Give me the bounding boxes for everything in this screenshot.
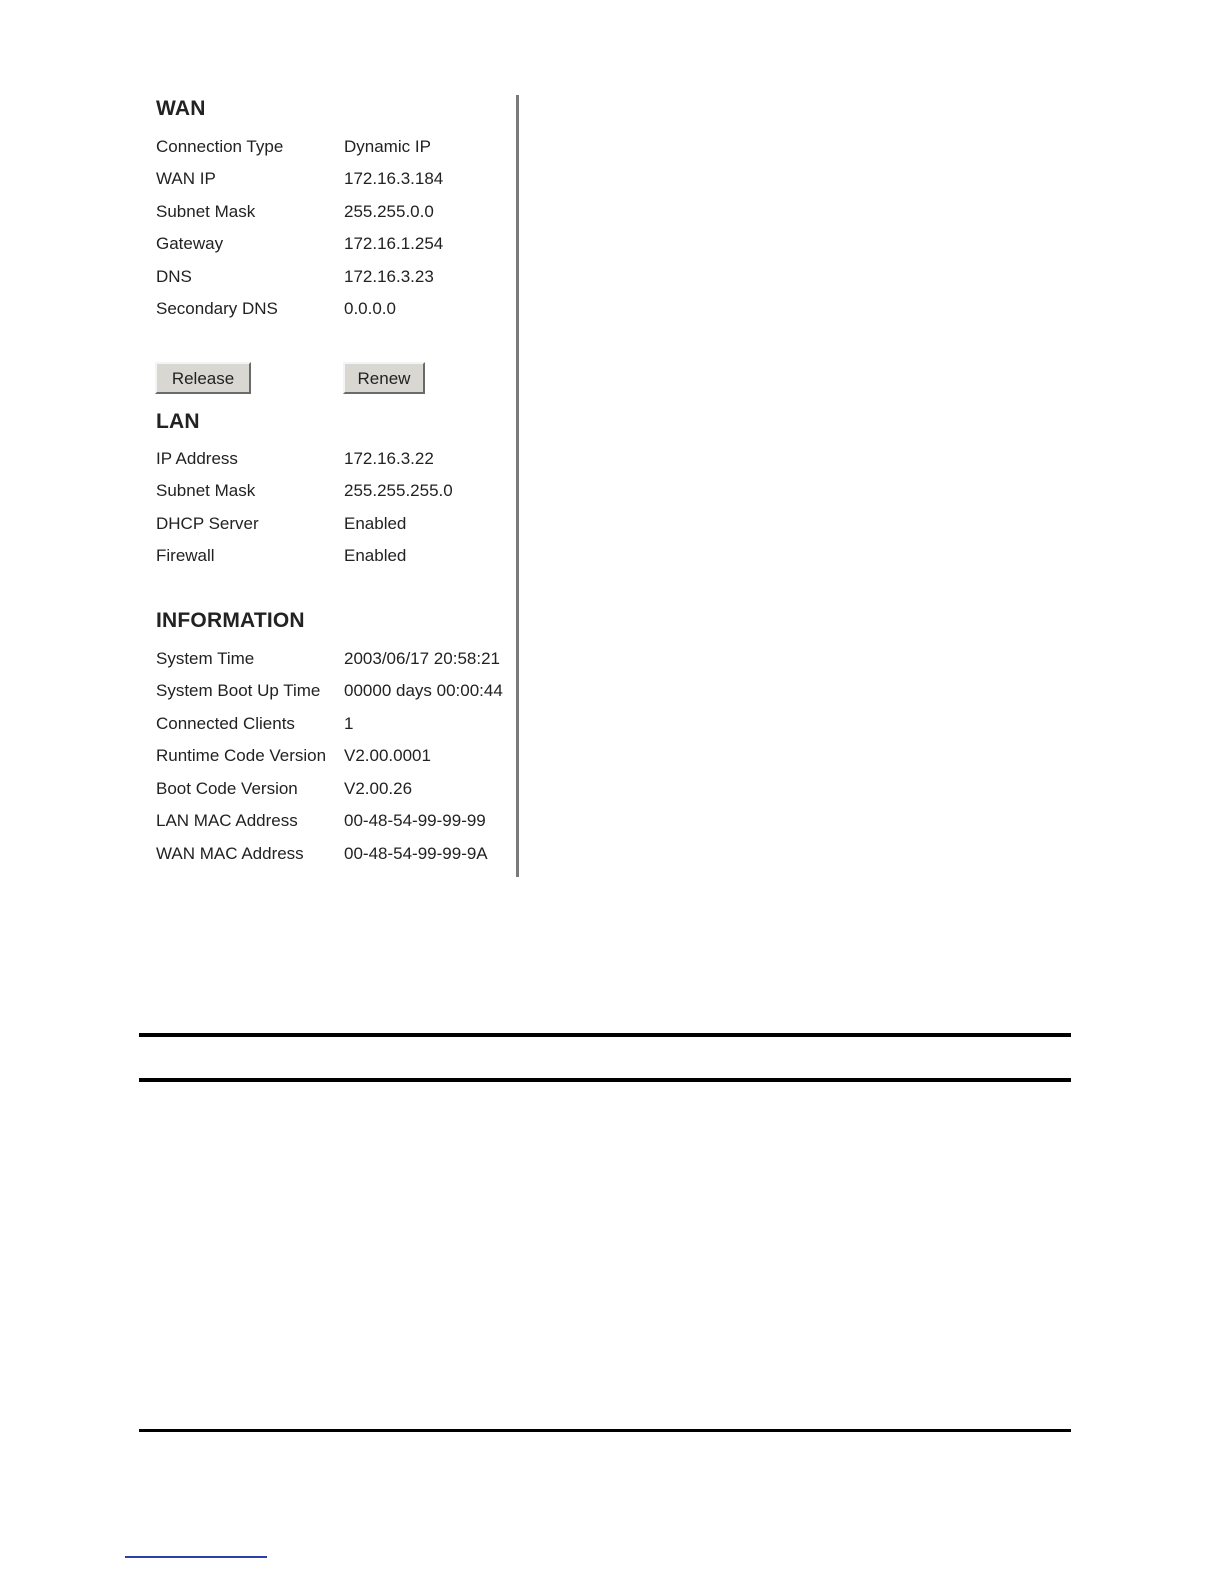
lan-row-subnet-mask: [156, 481, 516, 511]
panel-right-border: [516, 95, 519, 877]
wan-value: 255.255.0.0: [344, 202, 434, 221]
wan-label: Secondary DNS: [156, 299, 278, 318]
information-section-title: INFORMATION: [156, 609, 305, 632]
lan-value: Enabled: [344, 514, 407, 533]
footnote-rule: [125, 1556, 267, 1558]
wan-label: DNS: [156, 267, 192, 286]
info-label: Connected Clients: [156, 714, 295, 733]
info-row-lan-mac: [156, 811, 516, 841]
wan-value: 0.0.0.0: [344, 299, 396, 318]
wan-row-subnet-mask: [156, 202, 516, 232]
lan-value: Enabled: [344, 546, 407, 565]
lan-label: DHCP Server: [156, 514, 259, 533]
horizontal-rule-bottom: [139, 1429, 1071, 1432]
wan-row-wan-ip: [156, 169, 516, 199]
wan-row-gateway: [156, 234, 516, 264]
info-label: Runtime Code Version: [156, 746, 327, 765]
wan-row-dns: [156, 267, 516, 297]
info-row-connected-clients: [156, 714, 516, 744]
info-label: WAN MAC Address: [156, 844, 304, 863]
lan-section-title: LAN: [156, 410, 200, 433]
wan-row-connection-type: [156, 137, 516, 167]
info-label: System Time: [156, 649, 255, 668]
wan-label: Subnet Mask: [156, 202, 256, 221]
horizontal-rule-middle: [139, 1078, 1071, 1082]
info-row-wan-mac: [156, 844, 516, 874]
wan-value: 172.16.3.184: [344, 169, 444, 188]
renew-button[interactable]: Renew: [343, 362, 425, 394]
release-button[interactable]: Release: [155, 362, 251, 394]
info-value: 1: [344, 714, 354, 733]
lan-row-dhcp-server: [156, 514, 516, 544]
status-panel: [146, 95, 516, 877]
lan-value: 255.255.255.0: [344, 481, 453, 500]
wan-label: Gateway: [156, 234, 224, 253]
info-row-boot-code-version: [156, 779, 516, 809]
info-value: 00000 days 00:00:44: [344, 681, 503, 700]
info-value: 2003/06/17 20:58:21: [344, 649, 500, 668]
wan-label: Connection Type: [156, 137, 284, 156]
info-value: 00-48-54-99-99-99: [344, 811, 486, 830]
info-row-runtime-code-version: [156, 746, 516, 776]
wan-row-secondary-dns: [156, 299, 516, 329]
info-label: System Boot Up Time: [156, 681, 321, 700]
info-value: V2.00.26: [344, 779, 413, 798]
lan-row-firewall: [156, 546, 516, 576]
lan-label: Firewall: [156, 546, 215, 565]
lan-row-ip-address: [156, 449, 516, 479]
info-value: 00-48-54-99-99-9A: [344, 844, 488, 863]
lan-label: Subnet Mask: [156, 481, 256, 500]
wan-value: Dynamic IP: [344, 137, 431, 156]
wan-value: 172.16.1.254: [344, 234, 444, 253]
info-row-boot-up-time: [156, 681, 516, 711]
lan-label: IP Address: [156, 449, 238, 468]
info-value: V2.00.0001: [344, 746, 431, 765]
info-label: LAN MAC Address: [156, 811, 298, 830]
info-label: Boot Code Version: [156, 779, 298, 798]
info-row-system-time: [156, 649, 516, 679]
wan-section-title: WAN: [156, 97, 206, 120]
horizontal-rule-top: [139, 1033, 1071, 1037]
lan-value: 172.16.3.22: [344, 449, 434, 468]
wan-label: WAN IP: [156, 169, 216, 188]
wan-value: 172.16.3.23: [344, 267, 434, 286]
